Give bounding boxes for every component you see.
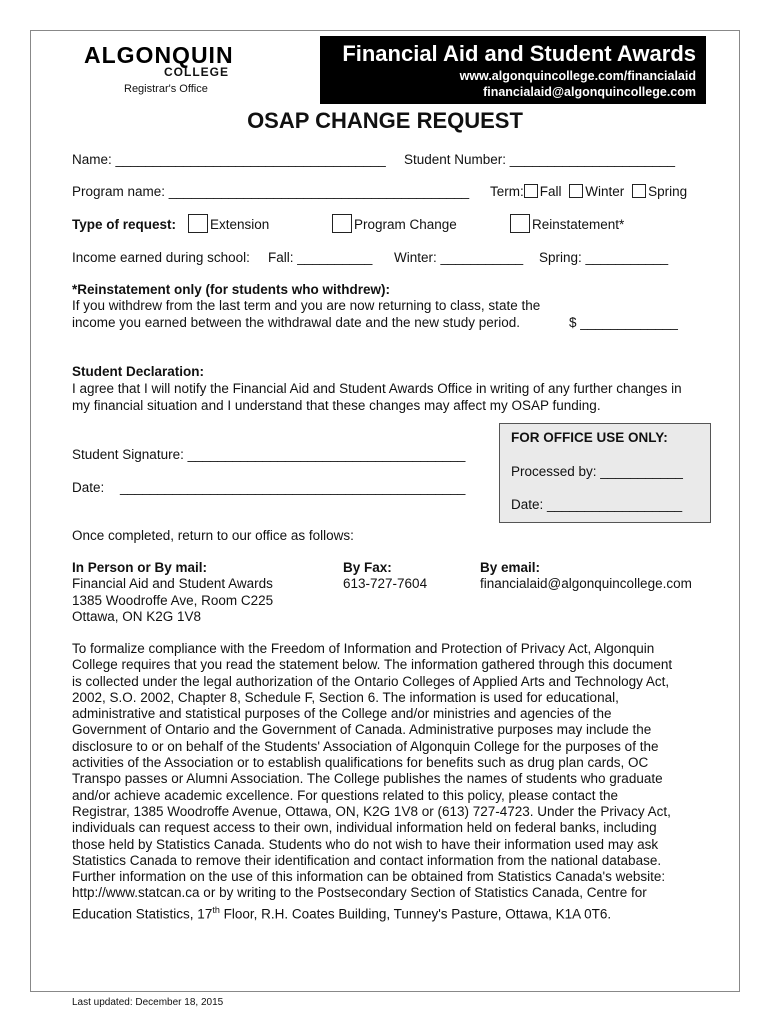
mail-heading: In Person or By mail: xyxy=(72,560,208,575)
header-website: www.algonquincollege.com/financialaid xyxy=(459,69,696,83)
income-fall-field[interactable]: Fall: __________ xyxy=(268,250,373,265)
reinstatement-label: Reinstatement* xyxy=(532,217,625,232)
type-program-change xyxy=(332,214,457,233)
type-label: Type of request: xyxy=(72,217,177,232)
privacy-line: 2002, S.O. 2002, Chapter 8, Schedule F, Section 6. The information is used for educational, xyxy=(72,689,619,705)
term-fall-checkbox[interactable] xyxy=(524,184,538,198)
fax-heading: By Fax: xyxy=(343,560,392,575)
term-group xyxy=(490,184,687,199)
header-banner xyxy=(320,36,706,104)
program-change-checkbox[interactable] xyxy=(332,214,352,233)
declaration-heading: Student Declaration: xyxy=(72,364,205,379)
logo-name: ALGONQUIN xyxy=(84,42,234,68)
email-heading: By email: xyxy=(480,560,541,575)
reinstatement-heading: *Reinstatement only (for students who withdrew): xyxy=(72,282,391,297)
fax-number: 613-727-7604 xyxy=(343,576,428,591)
privacy-line: To formalize compliance with the Freedom of Information and Protection of Privacy Act, Algonquin xyxy=(72,641,655,656)
signature-field[interactable]: Student Signature: _____________________________________ xyxy=(72,447,466,462)
reinstatement-line2: income you earned between the withdrawal date and the new study period. xyxy=(72,315,521,330)
form-title: OSAP CHANGE REQUEST xyxy=(247,108,523,133)
header-email: financialaid@algonquincollege.com xyxy=(483,85,696,99)
office-processed-field[interactable]: Processed by: ___________ xyxy=(511,464,683,479)
privacy-last-after: Floor, R.H. Coates Building, Tunney's Pasture, Ottawa, K1A 0T6. xyxy=(219,906,612,922)
date-label: Date: xyxy=(72,480,105,495)
footer-updated: Last updated: December 18, 2015 xyxy=(72,997,224,1008)
office-date-field[interactable]: Date: __________________ xyxy=(511,497,683,512)
privacy-line: disclosure to or on behalf of the Students' Association of Algonquin College for the purposes of the xyxy=(72,738,659,754)
term-winter-label: Winter xyxy=(585,184,625,199)
privacy-line: is collected under the legal authorization of the Ontario Colleges of Applied Arts and Technology Act, xyxy=(72,673,670,689)
type-reinstatement xyxy=(510,214,624,233)
office-use-heading: FOR OFFICE USE ONLY: xyxy=(511,430,668,445)
privacy-line: Government of Ontario and the Government of Canada. Administrative purposes may include the xyxy=(72,722,652,738)
privacy-line: Further information on the use of this information can be obtained from Statistics Canada's website: xyxy=(72,869,666,885)
mail-line2: 1385 Woodroffe Ave, Room C225 xyxy=(72,593,274,608)
college-logo xyxy=(84,44,234,96)
term-fall-label: Fall xyxy=(539,184,562,199)
reinstatement-amount-field[interactable]: $ _____________ xyxy=(569,315,678,330)
privacy-line: Statistics Canada to remove their identification and contact information from the national database. xyxy=(72,852,662,868)
type-extension xyxy=(188,214,269,233)
student-number-field[interactable]: Student Number: ______________________ xyxy=(404,152,675,167)
return-intro: Once completed, return to our office as follows: xyxy=(72,528,354,543)
name-field[interactable]: Name: ____________________________________ xyxy=(72,152,386,167)
income-winter-field[interactable]: Winter: ___________ xyxy=(394,250,524,265)
privacy-line: College requires that you read the statement below. The information gathered through this document xyxy=(72,657,673,673)
term-label: Term: xyxy=(490,184,524,199)
privacy-line: Registrar, 1385 Woodroffe Avenue, Ottawa, ON, K2G 1V8 or (613) 727-4723. Under the Privacy Act, xyxy=(72,803,671,819)
privacy-line: Transpo passes or Alumni Association. The College publishes the names of students who graduate xyxy=(72,771,663,787)
mail-line1: Financial Aid and Student Awards xyxy=(72,576,273,591)
term-spring-label: Spring xyxy=(648,184,688,199)
program-name-field[interactable]: Program name: ________________________________________ xyxy=(72,184,470,199)
logo-office: Registrar's Office xyxy=(124,83,208,95)
header-title: Financial Aid and Student Awards xyxy=(342,41,696,66)
term-winter-checkbox[interactable] xyxy=(569,184,583,198)
email-address[interactable]: financialaid@algonquincollege.com xyxy=(480,576,692,591)
office-use-box xyxy=(499,423,711,523)
declaration-line1: I agree that I will notify the Financial Aid and Student Awards Office in writing of any further changes in xyxy=(72,381,682,396)
privacy-line: administrative and statistical purposes of the College and/or ministries and agencies of the xyxy=(72,706,612,722)
reinstatement-checkbox[interactable] xyxy=(510,214,530,233)
privacy-line: and/or achieve academic excellence. For questions related to this policy, please contact the xyxy=(72,787,619,803)
income-label: Income earned during school: xyxy=(72,250,250,265)
extension-checkbox[interactable] xyxy=(188,214,208,233)
logo-college: COLLEGE xyxy=(164,65,230,79)
privacy-last-sup: th xyxy=(212,904,220,915)
program-change-label: Program Change xyxy=(354,217,457,232)
declaration-line2: my financial situation and I understand that these changes may affect my OSAP funding. xyxy=(72,398,601,413)
privacy-line: activities of the Association or to establish qualifications for benefits such as drug plan cards, OC xyxy=(72,755,649,771)
privacy-line-last xyxy=(72,902,712,923)
income-spring-field[interactable]: Spring: ___________ xyxy=(539,250,669,265)
privacy-line: those held by Statistics Canada. Students who do not wish to have their information used may ask xyxy=(72,836,659,852)
date-field[interactable]: ______________________________________________ xyxy=(120,480,466,495)
term-spring-checkbox[interactable] xyxy=(632,184,646,198)
extension-label: Extension xyxy=(210,217,270,232)
privacy-statement xyxy=(72,641,712,923)
reinstatement-line1: If you withdrew from the last term and you are now returning to class, state the xyxy=(72,298,541,313)
mail-line3: Ottawa, ON K2G 1V8 xyxy=(72,609,202,624)
privacy-line: individuals can request access to their own, individual information held on federal banks, including xyxy=(72,820,657,836)
privacy-last-before: Education Statistics, 17 xyxy=(72,906,213,922)
privacy-line: http://www.statcan.ca or by writing to the Postsecondary Section of Statistics Canada, Centre for xyxy=(72,885,647,901)
